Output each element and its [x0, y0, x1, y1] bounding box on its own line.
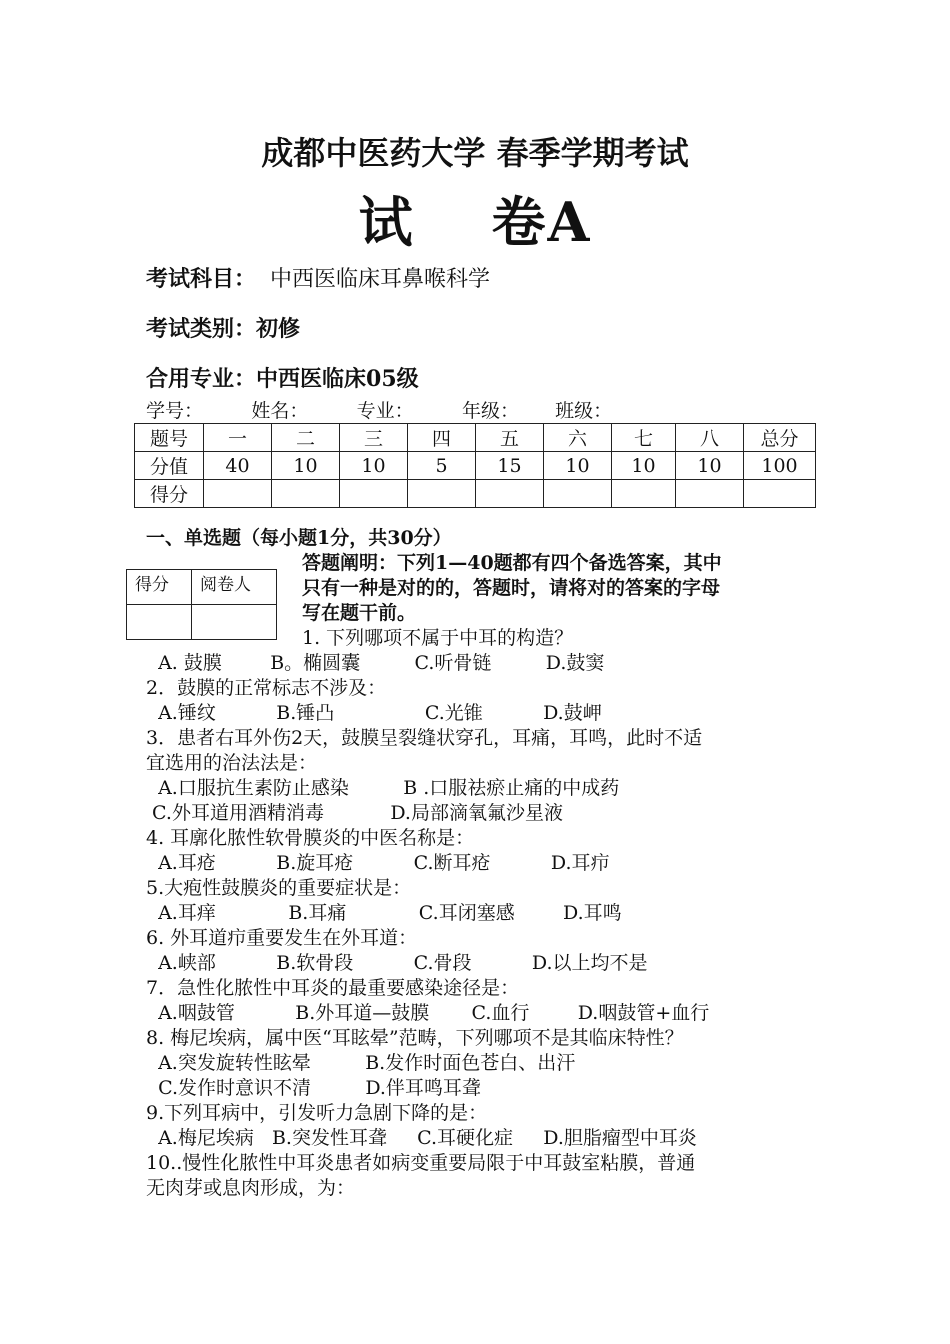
question-line: 宜选用的治法法是： [146, 752, 318, 774]
type-label: 考试类别： [146, 316, 257, 342]
question-line: 6. 外耳道疖重要发生在外耳道： [146, 927, 418, 949]
table-cell [744, 480, 816, 508]
table-cell: 四 [408, 424, 476, 452]
question-line: 无肉芽或息肉形成，为： [146, 1177, 356, 1199]
question-line: 3．患者右耳外伤2天，鼓膜呈裂缝状穿孔，耳痛，耳鸣，此时不适 [146, 727, 703, 749]
table-cell: 15 [476, 452, 544, 480]
table-cell: 三 [340, 424, 408, 452]
score-table-row [135, 424, 816, 452]
table-cell [204, 480, 272, 508]
instruction-line: 答题阐明：下列1—40题都有四个备选答案，其中 [302, 552, 722, 574]
type-line [146, 312, 300, 343]
table-cell: 10 [676, 452, 744, 480]
grader-score-cell [127, 605, 192, 640]
grader-score-label: 得分 [127, 570, 192, 605]
table-cell: 七 [612, 424, 676, 452]
table-cell: 六 [544, 424, 612, 452]
instruction-line: 只有一种是对的的，答题时，请将对的答案的字母 [302, 577, 721, 599]
question-line: A. 鼓膜 B。椭圆囊 C.听骨链 D.鼓窦 [146, 652, 605, 674]
instruction-line: 写在题干前。 [302, 602, 417, 624]
table-cell: 分值 [135, 452, 204, 480]
question-line: A.峡部 B.软骨段 C.骨段 D.以上均不是 [146, 952, 648, 974]
question-line: 1. 下列哪项不属于中耳的构造？ [302, 627, 574, 649]
school-title: 成都中医药大学 春季学期考试 [261, 134, 689, 172]
table-cell: 5 [408, 452, 476, 480]
paper-title: 试 卷A [358, 190, 592, 254]
subject-value: 中西医临床耳鼻喉科学 [270, 267, 491, 292]
table-cell: 10 [612, 452, 676, 480]
table-cell: 10 [272, 452, 340, 480]
question-line: A.耳痒 B.耳痛 C.耳闭塞感 D.耳鸣 [146, 902, 622, 924]
table-cell: 二 [272, 424, 340, 452]
question-line: 7．急性化脓性中耳炎的最重要感染途径是： [146, 977, 520, 999]
question-line: A.突发旋转性眩晕 B.发作时面色苍白、出汗 [146, 1052, 576, 1074]
table-cell: 10 [340, 452, 408, 480]
table-cell [676, 480, 744, 508]
table-cell [272, 480, 340, 508]
major-line [146, 362, 419, 393]
question-line: C.发作时意识不清 D.伴耳鸣耳聋 [146, 1077, 481, 1099]
table-cell: 10 [544, 452, 612, 480]
table-cell: 一 [204, 424, 272, 452]
question-line: 2．鼓膜的正常标志不涉及： [146, 677, 387, 699]
table-cell [476, 480, 544, 508]
table-cell [544, 480, 612, 508]
question-line: A.锤纹 B.锤凸 C.光锥 D.鼓岬 [146, 702, 602, 724]
question-line: 10..慢性化脓性中耳炎患者如病变重要局限于中耳鼓室粘膜，普通 [146, 1152, 696, 1174]
grader-name-label: 阅卷人 [192, 570, 277, 605]
score-table-row [135, 452, 816, 480]
question-line: A.耳疮 B.旋耳疮 C.断耳疮 D.耳疖 [146, 852, 610, 874]
table-cell: 40 [204, 452, 272, 480]
table-cell: 题号 [135, 424, 204, 452]
major-label: 合用专业： [146, 366, 257, 392]
question-line: 8. 梅尼埃病，属中医“耳眩晕”范畴，下列哪项不是其临床特性？ [146, 1027, 684, 1049]
table-cell: 八 [676, 424, 744, 452]
subject-label: 考试科目： [146, 266, 257, 292]
question-line: A.梅尼埃病 B.突发性耳聋 C.耳硬化症 D.胆脂瘤型中耳炎 [146, 1127, 697, 1149]
table-cell: 五 [476, 424, 544, 452]
table-cell [612, 480, 676, 508]
table-cell: 总分 [744, 424, 816, 452]
question-line: 5.大疱性鼓膜炎的重要症状是： [146, 877, 412, 899]
score-table-row [135, 480, 816, 508]
question-line: A.咽鼓管 B.外耳道—鼓膜 C.血行 D.咽鼓管+血行 [146, 1002, 710, 1024]
grader-name-cell [192, 605, 277, 640]
question-line: C.外耳道用酒精消毒 D.局部滴氧氟沙星液 [146, 802, 563, 824]
question-line: A.口服抗生素防止感染 B .口服祛瘀止痛的中成药 [146, 777, 620, 799]
type-value: 初修 [256, 316, 301, 342]
question-line: 4. 耳廓化脓性软骨膜炎的中医名称是： [146, 827, 475, 849]
grader-table [126, 569, 277, 640]
score-table [134, 423, 816, 508]
table-cell: 100 [744, 452, 816, 480]
question-line: 9.下列耳病中，引发听力急剧下降的是： [146, 1102, 488, 1124]
table-cell [340, 480, 408, 508]
student-info-line: 学号： 姓名： 专业： 年级： 班级： [146, 400, 613, 422]
table-cell [408, 480, 476, 508]
table-cell: 得分 [135, 480, 204, 508]
major-value: 中西医临床05级 [256, 366, 419, 392]
section-heading: 一、单选题（每小题1分，共30分） [146, 527, 452, 549]
subject-line [146, 262, 490, 293]
